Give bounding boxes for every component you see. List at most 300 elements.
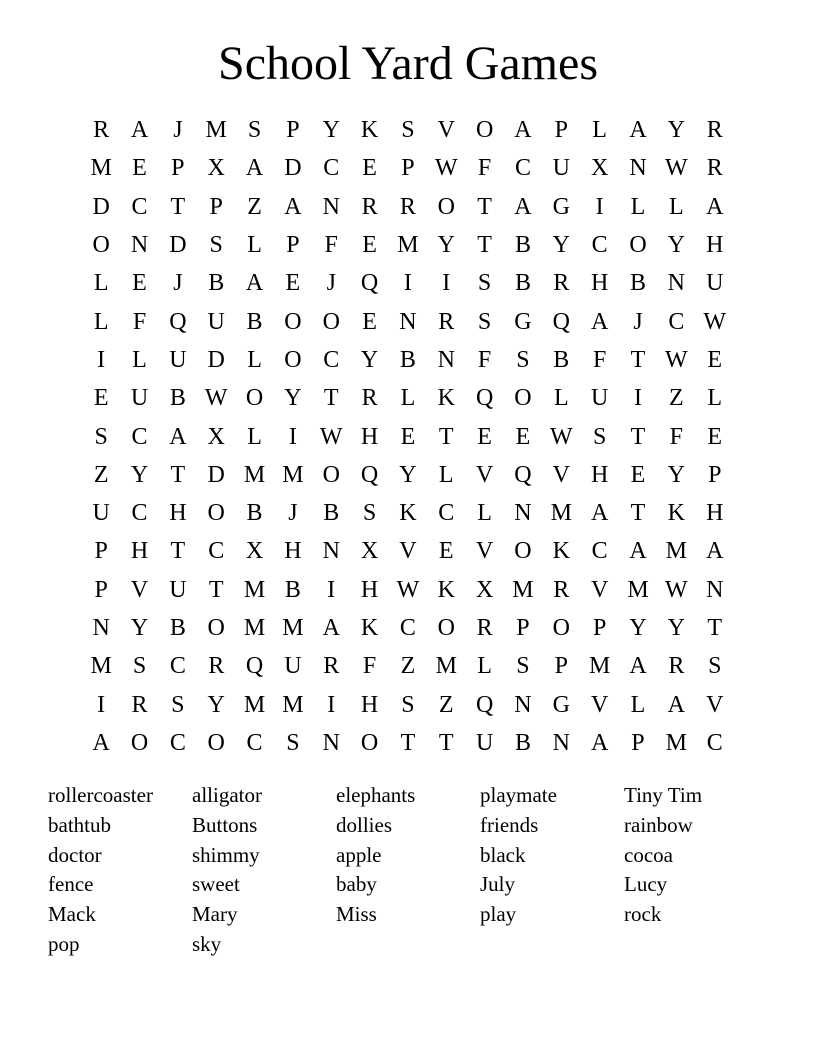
grid-letter: T <box>400 729 416 756</box>
word-list-item: Mack <box>48 902 96 927</box>
grid-letter: B <box>514 729 531 756</box>
grid-letter: I <box>97 691 106 718</box>
grid-letter: D <box>207 461 225 488</box>
grid-letter: E <box>707 346 723 373</box>
grid-letter: W <box>703 308 727 335</box>
grid-letter: T <box>438 423 454 450</box>
grid-letter: X <box>475 576 494 603</box>
word-list-item: playmate <box>480 783 557 807</box>
grid-letter: S <box>516 653 530 680</box>
grid-letter: K <box>437 385 455 412</box>
grid-letter: W <box>549 423 573 450</box>
grid-row <box>82 685 734 723</box>
grid-letter: A <box>629 117 647 144</box>
grid-letter: L <box>247 346 262 373</box>
grid-letter: L <box>477 653 492 680</box>
grid-letter: H <box>360 691 379 718</box>
grid-letter: A <box>322 615 340 641</box>
word-list-item: rainbow <box>624 812 693 837</box>
word-list-item: friends <box>480 812 539 837</box>
grid-letter: Z <box>668 385 684 412</box>
grid-letter: W <box>204 385 228 412</box>
grid-letter: N <box>92 615 110 641</box>
grid-letter: O <box>437 193 455 220</box>
grid-letter: I <box>595 193 604 220</box>
grid-letter: S <box>708 653 722 680</box>
grid-letter: T <box>170 461 186 488</box>
grid-letter: U <box>169 346 187 373</box>
grid-letter: E <box>285 270 301 297</box>
grid-letter: I <box>633 385 642 412</box>
grid-letter: A <box>629 538 647 565</box>
grid-letter: Z <box>93 461 109 488</box>
grid-letter: S <box>132 653 147 680</box>
grid-letter: J <box>288 500 298 527</box>
grid-letter: T <box>438 729 454 756</box>
grid-letter: B <box>553 346 570 373</box>
grid-letter: K <box>667 500 685 527</box>
grid-letter: L <box>707 385 723 412</box>
grid-letter: O <box>207 729 225 756</box>
grid-letter: Y <box>207 691 225 718</box>
grid-letter: R <box>438 308 455 335</box>
grid-letter: W <box>434 155 458 182</box>
grid-letter: M <box>90 653 112 680</box>
grid-letter: I <box>403 270 412 297</box>
grid-letter: O <box>552 615 570 641</box>
grid-letter: S <box>209 232 223 259</box>
grid-letter: B <box>514 232 531 259</box>
grid-letter: N <box>667 270 685 297</box>
grid-letter: R <box>131 691 148 718</box>
word-list-item: Buttons <box>192 812 258 837</box>
grid-letter: I <box>327 576 336 603</box>
word-list-item: elephants <box>336 783 416 807</box>
grid-letter: B <box>246 500 263 527</box>
grid-letter: P <box>171 155 185 182</box>
grid-letter: V <box>130 576 149 603</box>
word-list-item: sweet <box>192 872 240 897</box>
grid-letter: C <box>668 308 685 335</box>
grid-letter: U <box>284 653 302 680</box>
grid-letter: A <box>667 691 685 718</box>
grid-letter: T <box>630 423 646 450</box>
grid-letter: Z <box>247 193 262 220</box>
word-list-item: rollercoaster <box>48 783 153 807</box>
word-list-item: shimmy <box>192 842 260 867</box>
grid-letter: C <box>438 500 455 527</box>
word-list-item: July <box>480 872 516 897</box>
grid-letter: H <box>360 576 379 603</box>
grid-letter: T <box>323 385 339 412</box>
grid-letter: L <box>93 308 109 335</box>
grid-letter: S <box>401 691 415 718</box>
grid-letter: O <box>437 615 455 641</box>
grid-letter: M <box>550 500 572 527</box>
grid-letter: P <box>209 193 223 220</box>
grid-letter: B <box>169 385 186 412</box>
grid-letter: K <box>552 538 570 565</box>
grid-letter: C <box>706 729 723 756</box>
grid-letter: C <box>323 346 340 373</box>
grid-letter: Y <box>399 461 417 488</box>
grid-letter: E <box>630 461 646 488</box>
grid-letter: R <box>668 653 685 680</box>
grid-letter: F <box>324 232 338 259</box>
grid-letter: M <box>90 155 112 182</box>
grid-letter: A <box>284 193 302 220</box>
word-list-item: cocoa <box>624 842 673 867</box>
grid-letter: H <box>706 500 724 527</box>
grid-letter: C <box>399 615 416 641</box>
grid-letter: C <box>169 729 186 756</box>
word-list-item: apple <box>336 842 382 867</box>
grid-letter: S <box>286 729 300 756</box>
grid-letter: P <box>94 576 108 603</box>
grid-letter: B <box>323 500 340 527</box>
grid-letter: R <box>553 576 570 603</box>
word-list-item: Lucy <box>624 872 668 897</box>
grid-letter: G <box>552 193 570 220</box>
grid-letter: W <box>396 576 420 603</box>
grid-row <box>82 111 734 149</box>
grid-letter: E <box>132 155 147 182</box>
grid-letter: J <box>173 117 183 144</box>
grid-letter: P <box>554 653 568 680</box>
grid-letter: V <box>399 538 417 565</box>
grid-letter: U <box>706 270 724 297</box>
grid-letter: T <box>170 538 186 565</box>
grid-letter: A <box>92 729 110 756</box>
word-list-item: play <box>480 902 517 927</box>
grid-letter: Q <box>552 308 570 335</box>
grid-letter: C <box>591 232 608 259</box>
grid-letter: Q <box>360 461 379 488</box>
grid-letter: N <box>514 691 532 718</box>
grid-letter: F <box>362 653 377 680</box>
grid-letter: C <box>591 538 608 565</box>
grid-letter: O <box>514 538 532 565</box>
grid-letter: X <box>207 155 225 182</box>
grid-letter: M <box>435 653 457 680</box>
grid-letter: O <box>514 385 532 412</box>
grid-letter: R <box>706 117 723 144</box>
grid-letter: J <box>326 270 336 297</box>
grid-letter: V <box>706 691 724 718</box>
grid-letter: L <box>93 270 109 297</box>
grid-letter: Y <box>667 461 685 488</box>
word-list-item: sky <box>192 931 222 956</box>
grid-letter: S <box>401 117 415 144</box>
word-list-item: Mary <box>192 902 238 927</box>
grid-letter: D <box>169 232 187 259</box>
grid-letter: D <box>92 193 110 220</box>
grid-letter: U <box>92 500 110 527</box>
grid-letter: M <box>243 461 266 488</box>
grid-row <box>82 609 734 647</box>
grid-letter: C <box>169 653 186 680</box>
grid-letter: C <box>208 538 225 565</box>
grid-letter: Y <box>284 385 302 412</box>
grid-letter: T <box>707 615 723 641</box>
grid-letter: A <box>514 117 532 144</box>
word-list-item: fence <box>48 872 94 897</box>
grid-letter: E <box>93 385 109 412</box>
grid-letter: V <box>552 461 570 488</box>
grid-letter: U <box>169 576 187 603</box>
grid-row <box>82 188 734 226</box>
grid-letter: Y <box>130 615 149 641</box>
grid-letter: U <box>552 155 570 182</box>
grid-letter: O <box>629 232 647 259</box>
grid-letter: H <box>169 500 187 527</box>
word-list <box>48 781 788 960</box>
grid-letter: A <box>130 117 149 144</box>
grid-letter: V <box>475 461 494 488</box>
grid-letter: L <box>132 346 147 373</box>
grid-letter: X <box>245 538 264 565</box>
grid-letter: M <box>205 117 227 144</box>
grid-letter: N <box>514 500 532 527</box>
grid-letter: T <box>630 500 646 527</box>
grid-letter: O <box>130 729 149 756</box>
grid-letter: F <box>592 346 607 373</box>
grid-letter: S <box>477 308 492 335</box>
grid-letter: X <box>360 538 379 565</box>
grid-row <box>82 571 734 609</box>
grid-letter: P <box>708 461 722 488</box>
grid-letter: U <box>207 308 225 335</box>
grid-letter: H <box>706 232 724 259</box>
grid-letter: B <box>629 270 646 297</box>
grid-letter: O <box>322 308 340 335</box>
word-list-item: Tiny Tim <box>624 783 703 807</box>
word-list-item: bathtub <box>48 812 111 837</box>
grid-letter: U <box>590 385 609 412</box>
grid-letter: L <box>247 423 262 450</box>
grid-row <box>82 226 734 264</box>
grid-letter: A <box>590 500 609 527</box>
grid-row <box>82 264 734 302</box>
grid-letter: Z <box>438 691 454 718</box>
grid-letter: X <box>207 423 225 450</box>
grid-letter: N <box>399 308 417 335</box>
grid-letter: R <box>361 193 378 220</box>
grid-letter: Y <box>322 117 340 144</box>
grid-letter: Y <box>667 232 685 259</box>
grid-letter: M <box>282 691 304 718</box>
grid-letter: R <box>361 385 378 412</box>
grid-letter: P <box>286 117 300 144</box>
grid-letter: Q <box>475 691 494 718</box>
word-list-item: black <box>480 842 526 867</box>
grid-letter: H <box>590 461 609 488</box>
grid-letter: B <box>514 270 531 297</box>
grid-row <box>82 724 734 762</box>
grid-letter: R <box>323 653 340 680</box>
grid-letter: T <box>208 576 224 603</box>
grid-letter: M <box>282 615 304 641</box>
grid-letter: R <box>93 117 110 144</box>
grid-letter: A <box>514 193 532 220</box>
grid-letter: H <box>284 538 302 565</box>
grid-letter: Y <box>360 346 379 373</box>
grid-letter: L <box>630 193 646 220</box>
grid-letter: E <box>477 423 492 450</box>
grid-letter: L <box>630 691 646 718</box>
grid-letter: V <box>475 538 494 565</box>
grid-letter: S <box>247 117 262 144</box>
grid-letter: B <box>399 346 416 373</box>
grid-letter: F <box>477 346 492 373</box>
grid-letter: N <box>437 346 455 373</box>
grid-row <box>82 456 734 494</box>
grid-letter: H <box>360 423 379 450</box>
grid-letter: M <box>243 691 266 718</box>
grid-letter: K <box>437 576 455 603</box>
grid-letter: D <box>284 155 302 182</box>
grid-letter: S <box>516 346 530 373</box>
grid-letter: O <box>245 385 264 412</box>
grid-letter: N <box>706 576 724 603</box>
page-title: School Yard Games <box>218 37 598 90</box>
grid-letter: Q <box>360 270 379 297</box>
grid-letter: O <box>284 308 302 335</box>
grid-letter: E <box>132 270 147 297</box>
grid-letter: Y <box>552 232 570 259</box>
grid-letter: W <box>665 576 688 603</box>
grid-letter: M <box>512 576 534 603</box>
grid-letter: E <box>438 538 454 565</box>
word-list-item: dollies <box>336 812 392 837</box>
grid-letter: M <box>665 538 687 565</box>
grid-letter: O <box>207 615 225 641</box>
grid-letter: I <box>327 691 336 718</box>
grid-letter: V <box>590 691 609 718</box>
grid-letter: P <box>516 615 530 641</box>
grid-body <box>82 111 734 762</box>
grid-row <box>82 532 734 570</box>
grid-letter: L <box>668 193 684 220</box>
grid-letter: N <box>130 232 149 259</box>
grid-letter: S <box>477 270 492 297</box>
grid-letter: Q <box>245 653 264 680</box>
grid-letter: Y <box>130 461 149 488</box>
grid-letter: E <box>362 232 377 259</box>
grid-letter: W <box>319 423 343 450</box>
grid-letter: P <box>554 117 568 144</box>
grid-letter: I <box>442 270 451 297</box>
grid-letter: O <box>207 500 225 527</box>
word-list-item: pop <box>48 931 80 956</box>
grid-letter: L <box>553 385 569 412</box>
word-list-item: doctor <box>48 842 102 867</box>
grid-letter: O <box>475 117 494 144</box>
grid-letter: Q <box>169 308 187 335</box>
grid-letter: L <box>400 385 416 412</box>
grid-letter: L <box>477 500 492 527</box>
grid-letter: R <box>208 653 225 680</box>
grid-letter: P <box>592 615 607 641</box>
grid-letter: E <box>400 423 416 450</box>
grid-letter: S <box>362 500 377 527</box>
grid-letter: K <box>399 500 417 527</box>
grid-letter: S <box>171 691 185 718</box>
grid-letter: Z <box>400 653 416 680</box>
word-list-item: rock <box>624 902 662 927</box>
grid-letter: I <box>288 423 297 450</box>
word-search-grid <box>82 111 734 762</box>
grid-letter: E <box>362 155 377 182</box>
grid-row <box>82 417 734 455</box>
grid-letter: R <box>553 270 570 297</box>
grid-letter: S <box>94 423 108 450</box>
grid-letter: L <box>247 232 262 259</box>
grid-letter: T <box>630 346 646 373</box>
grid-letter: M <box>588 653 611 680</box>
grid-letter: Q <box>514 461 532 488</box>
grid-letter: C <box>246 729 263 756</box>
grid-row <box>82 149 734 187</box>
grid-letter: A <box>245 270 264 297</box>
grid-letter: P <box>401 155 415 182</box>
grid-letter: M <box>665 729 687 756</box>
grid-letter: X <box>590 155 609 182</box>
grid-letter: N <box>629 155 647 182</box>
grid-letter: R <box>706 155 723 182</box>
grid-letter: R <box>399 193 416 220</box>
grid-letter: V <box>437 117 455 144</box>
grid-letter: P <box>631 729 645 756</box>
grid-letter: A <box>245 155 264 182</box>
grid-letter: B <box>284 576 301 603</box>
grid-letter: E <box>515 423 531 450</box>
grid-letter: C <box>131 193 148 220</box>
grid-letter: O <box>360 729 379 756</box>
grid-letter: V <box>590 576 609 603</box>
grid-letter: Q <box>475 385 494 412</box>
grid-letter: W <box>665 155 688 182</box>
grid-row <box>82 494 734 532</box>
grid-letter: N <box>322 729 340 756</box>
grid-letter: Y <box>629 615 647 641</box>
grid-letter: A <box>629 653 647 680</box>
grid-letter: C <box>323 155 340 182</box>
grid-letter: L <box>438 461 454 488</box>
grid-letter: A <box>590 308 609 335</box>
grid-letter: M <box>243 576 266 603</box>
grid-letter: I <box>97 346 106 373</box>
grid-letter: P <box>286 232 300 259</box>
word-list-item: baby <box>336 872 377 897</box>
grid-row <box>82 379 734 417</box>
grid-letter: F <box>477 155 492 182</box>
grid-letter: O <box>322 461 340 488</box>
grid-letter: E <box>362 308 377 335</box>
grid-letter: U <box>130 385 149 412</box>
grid-letter: R <box>476 615 493 641</box>
grid-letter: C <box>131 500 148 527</box>
grid-letter: M <box>627 576 649 603</box>
grid-letter: B <box>208 270 225 297</box>
grid-letter: L <box>592 117 607 144</box>
word-list-item: Miss <box>336 902 377 927</box>
grid-letter: A <box>169 423 187 450</box>
grid-letter: T <box>477 232 492 259</box>
grid-letter: D <box>207 346 225 373</box>
grid-letter: F <box>132 308 147 335</box>
grid-letter: G <box>514 308 532 335</box>
